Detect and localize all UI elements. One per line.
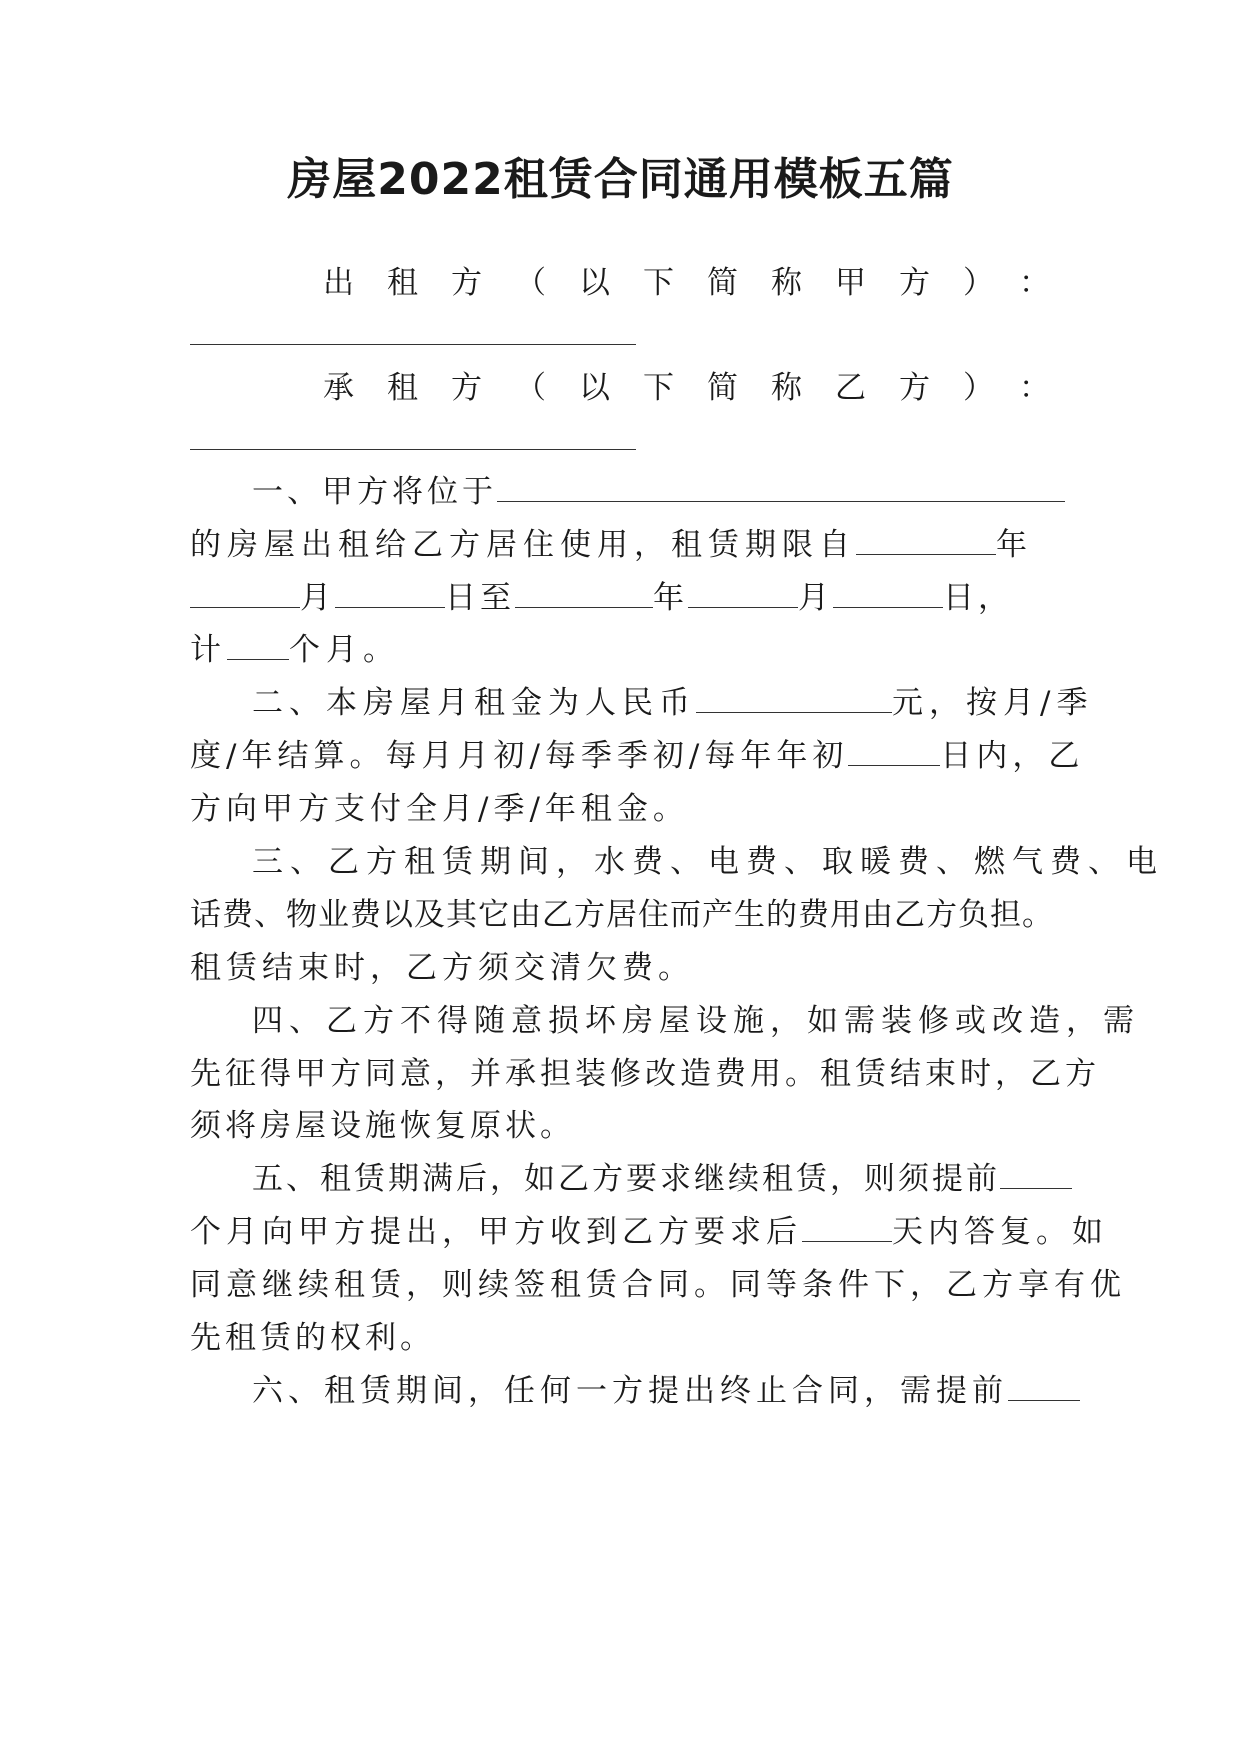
clause1-text: 年 [996, 527, 1033, 563]
clause6-text: 六、租赁期间，任何一方提出终止合同，需提前 [252, 1373, 1008, 1409]
clause5-text: 个月向甲方提出，甲方收到乙方要求后 [190, 1214, 802, 1250]
clause2-line3: 方向甲方支付全月/季/年租金。 [190, 791, 689, 827]
clause1-text: 日， [943, 580, 1013, 616]
clause2-line2 [190, 736, 1085, 776]
end-month-blank[interactable] [688, 579, 798, 608]
clause3-text: 三、乙方租赁期间，水费、电费、取暖费、燃气费、电 [252, 844, 1164, 880]
clause3-line2: 话费、物业费以及其它由乙方居住而产生的费用由乙方负担。 [190, 897, 1054, 933]
clause2-text: 二、本房屋月租金为人民币 [252, 685, 696, 721]
reply-days-blank[interactable] [802, 1213, 892, 1242]
clause5-line2 [190, 1212, 1108, 1252]
lessee-colon: ： [1019, 370, 1050, 406]
clause4-text: 四、乙方不得随意损坏房屋设施，如需装修或改造，需 [252, 1003, 1140, 1039]
lessee-label: 承租方（以下简称乙方） [323, 370, 1027, 406]
address-blank[interactable] [497, 473, 1065, 502]
clause2-text: 日内，乙 [940, 738, 1085, 774]
clause5-text: 五、租赁期满后，如乙方要求继续租赁，则须提前 [252, 1161, 1000, 1197]
start-day-blank[interactable] [335, 579, 445, 608]
clause2-text: 元，按月/季 [892, 685, 1094, 721]
clause1-text: 个月。 [289, 632, 400, 668]
clause4-line3: 须将房屋设施恢复原状。 [190, 1108, 575, 1144]
renewal-notice-blank[interactable] [1000, 1160, 1072, 1189]
termination-notice-blank[interactable] [1008, 1372, 1080, 1401]
clause4-line2: 先征得甲方同意，并承担装修改造费用。租赁结束时，乙方 [190, 1056, 1100, 1092]
clause1-text: 年 [653, 580, 688, 616]
clause3-line1 [190, 842, 1164, 882]
lessee-blank[interactable] [190, 449, 636, 450]
clause1-line4 [190, 630, 1050, 670]
clause4-line1 [190, 1001, 1140, 1041]
clause5-line4: 先租赁的权利。 [190, 1320, 435, 1356]
clause1-text: 的房屋出租给乙方居住使用，租赁期限自 [190, 527, 856, 563]
lessor-blank[interactable] [190, 344, 636, 345]
clause5-line1 [190, 1159, 1050, 1199]
clause1-text: 日至 [445, 580, 515, 616]
lessor-colon: ： [1019, 265, 1050, 301]
clause2-line1 [190, 683, 1094, 723]
clause3-line3: 租赁结束时，乙方须交清欠费。 [190, 950, 694, 986]
clause5-line3: 同意继续租赁，则续签租赁合同。同等条件下，乙方享有优 [190, 1267, 1126, 1303]
payment-day-blank[interactable] [848, 737, 940, 766]
end-year-blank[interactable] [515, 579, 653, 608]
clause1-line3 [190, 578, 1050, 618]
clause1-text: 一、甲方将位于 [252, 474, 497, 510]
clause1-text: 计 [190, 632, 227, 668]
start-year-blank[interactable] [856, 526, 996, 555]
clause2-text: 度/年结算。每月月初/每季季初/每年年初 [190, 738, 849, 774]
start-month-blank[interactable] [190, 579, 300, 608]
end-day-blank[interactable] [833, 579, 943, 608]
months-blank[interactable] [227, 631, 289, 660]
rent-amount-blank[interactable] [696, 684, 892, 713]
document-title: 房屋2022租赁合同通用模板五篇 [287, 154, 954, 205]
clause1-text: 月 [300, 580, 335, 616]
lessor-label: 出租方（以下简称甲方） [323, 265, 1027, 301]
clause1-line1 [190, 472, 1050, 512]
clause1-text: 月 [798, 580, 833, 616]
clause6-line1 [190, 1371, 1050, 1411]
clause5-text: 天内答复。如 [892, 1214, 1108, 1250]
clause1-line2 [190, 525, 1050, 565]
